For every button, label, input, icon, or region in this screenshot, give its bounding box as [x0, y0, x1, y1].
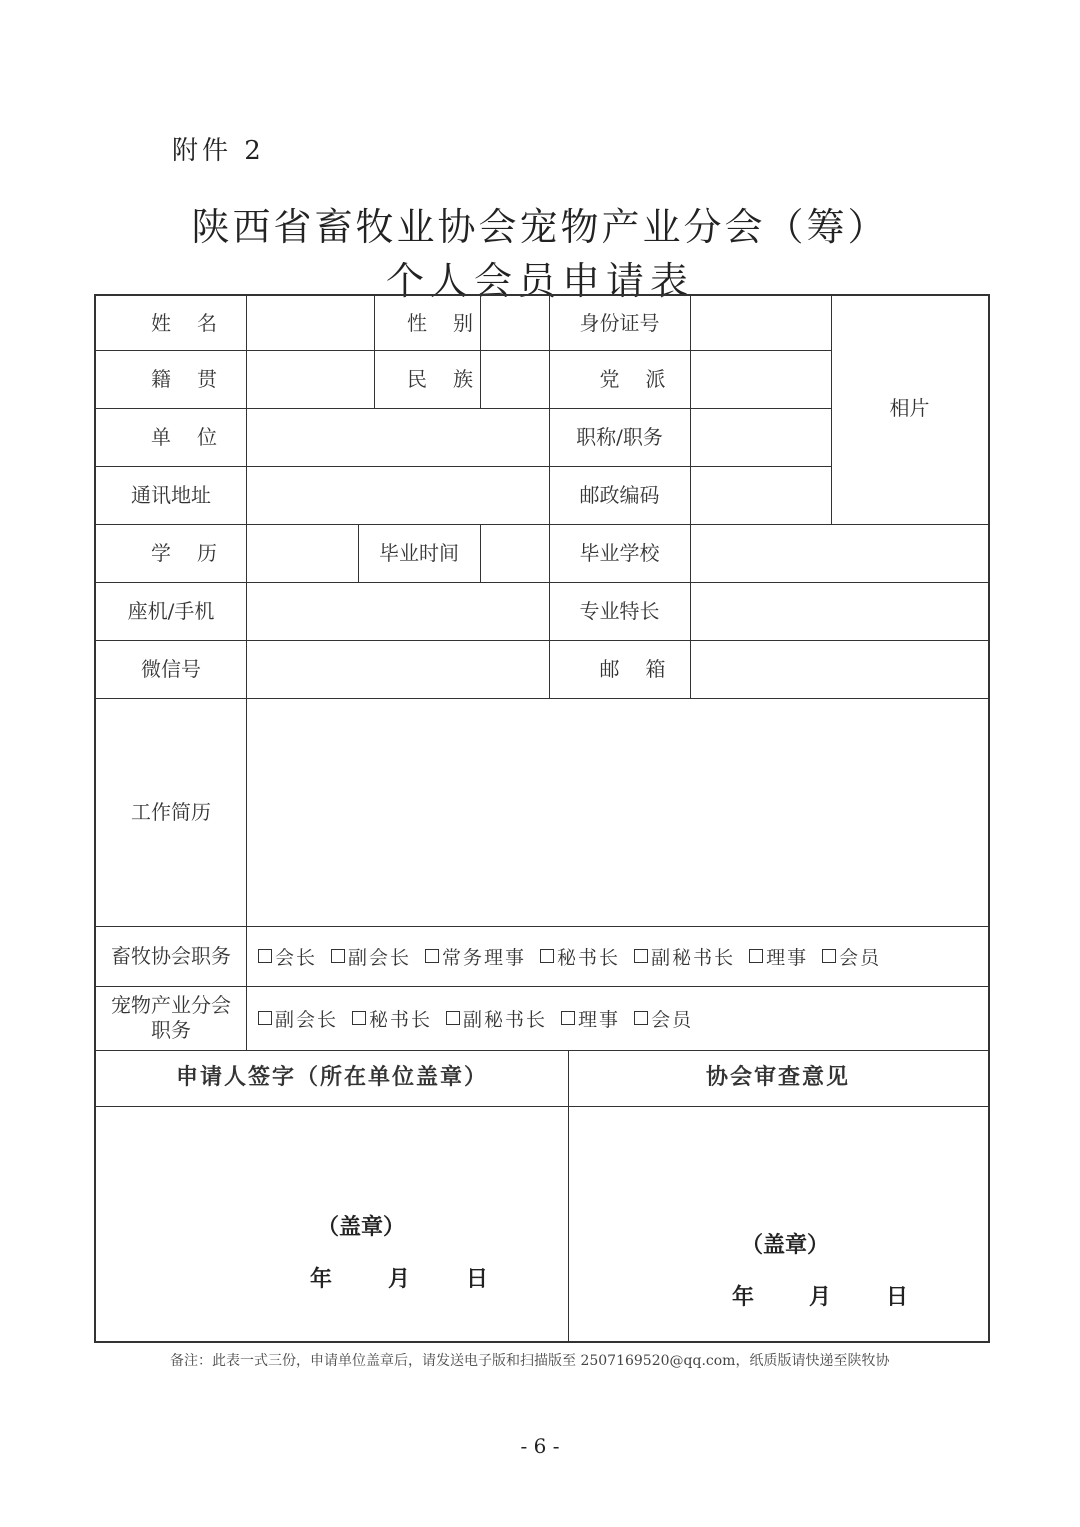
name-field[interactable] — [246, 296, 374, 350]
checkbox-icon[interactable] — [561, 1011, 575, 1025]
branch-role-option[interactable]: 副会长 — [258, 1005, 338, 1032]
attachment-label: 附件 2 — [172, 136, 265, 166]
checkbox-icon[interactable] — [634, 949, 648, 963]
employer-label: 单位 — [151, 424, 243, 449]
branch-role-options — [258, 986, 978, 1050]
branch-role-option[interactable]: 秘书长 — [352, 1005, 432, 1032]
checkbox-icon[interactable] — [634, 1011, 648, 1025]
branch-role-option[interactable]: 副秘书长 — [446, 1005, 547, 1032]
assoc-role-label: 畜牧协会职务 — [111, 943, 231, 968]
checkbox-icon[interactable] — [258, 949, 272, 963]
applicant-signature-header: 申请人签字（所在单位盖章） — [175, 1064, 488, 1091]
checkbox-icon[interactable] — [331, 949, 345, 963]
title-position-label: 职称/职务 — [576, 424, 663, 449]
application-form-table — [94, 294, 990, 1343]
wechat-field[interactable] — [246, 640, 549, 698]
review-date: 年 月 日 — [732, 1284, 908, 1310]
assoc-role-option[interactable]: 会长 — [258, 943, 317, 970]
form-title: 陕西省畜牧业协会宠物产业分会（筹） — [191, 205, 889, 249]
branch-role-label: 宠物产业分会 职务 — [111, 993, 231, 1042]
party-field[interactable] — [690, 350, 831, 408]
address-field[interactable] — [246, 466, 549, 524]
checkbox-icon[interactable] — [258, 1011, 272, 1025]
wechat-label: 微信号 — [141, 656, 201, 681]
id-number-field[interactable] — [690, 296, 831, 350]
work-history-field[interactable] — [246, 698, 988, 926]
assoc-role-option[interactable]: 秘书长 — [540, 943, 620, 970]
native-place-field[interactable] — [246, 350, 374, 408]
branch-role-option[interactable]: 会员 — [634, 1005, 693, 1032]
applicant-date: 年 月 日 — [310, 1266, 488, 1292]
title-position-field[interactable] — [690, 408, 831, 466]
postcode-label: 邮政编码 — [579, 482, 660, 507]
address-label: 通讯地址 — [131, 482, 211, 507]
photo-box[interactable]: 相片 — [889, 396, 930, 420]
checkbox-icon[interactable] — [352, 1011, 366, 1025]
email-field[interactable] — [690, 640, 988, 698]
form-subtitle: 个人会员申请表 — [385, 259, 694, 303]
remark-note: 备注：此表一式三份，申请单位盖章后，请发送电子版和扫描版至 2507169520@qq.com，纸质版请快递至陕牧协 — [170, 1353, 890, 1369]
applicant-seal-label: （盖章） — [316, 1214, 405, 1240]
graduation-time-field[interactable] — [480, 524, 549, 582]
checkbox-icon[interactable] — [446, 1011, 460, 1025]
education-field[interactable] — [246, 524, 358, 582]
education-label: 学历 — [151, 540, 243, 565]
ethnicity-label: 民族 — [407, 366, 499, 391]
work-history-label: 工作简历 — [131, 799, 211, 824]
school-label: 毕业学校 — [579, 540, 660, 565]
page-number: - 6 - — [520, 1434, 560, 1458]
name-label: 姓名 — [151, 310, 243, 335]
gender-label: 性别 — [407, 310, 499, 335]
native-place-label: 籍贯 — [151, 366, 243, 391]
review-opinion-header: 协会审查意见 — [705, 1064, 850, 1091]
specialty-label: 专业特长 — [579, 598, 660, 623]
assoc-role-options — [258, 926, 978, 986]
review-seal-label: （盖章） — [740, 1232, 829, 1258]
branch-role-option[interactable]: 理事 — [561, 1005, 620, 1032]
assoc-role-option[interactable]: 副会长 — [331, 943, 411, 970]
postcode-field[interactable] — [690, 466, 831, 524]
party-label: 党派 — [599, 366, 692, 391]
checkbox-icon[interactable] — [822, 949, 836, 963]
checkbox-icon[interactable] — [749, 949, 763, 963]
specialty-field[interactable] — [690, 582, 988, 640]
assoc-role-option[interactable]: 理事 — [749, 943, 808, 970]
assoc-role-option[interactable]: 副秘书长 — [634, 943, 735, 970]
ethnicity-field[interactable] — [480, 350, 549, 408]
employer-field[interactable] — [246, 408, 549, 466]
email-label: 邮箱 — [599, 656, 692, 681]
id-number-label: 身份证号 — [579, 310, 660, 335]
phone-field[interactable] — [246, 582, 549, 640]
checkbox-icon[interactable] — [425, 949, 439, 963]
checkbox-icon[interactable] — [540, 949, 554, 963]
gender-field[interactable] — [480, 296, 549, 350]
assoc-role-option[interactable]: 常务理事 — [425, 943, 526, 970]
assoc-role-option[interactable]: 会员 — [822, 943, 881, 970]
school-field[interactable] — [690, 524, 988, 582]
phone-label: 座机/手机 — [127, 598, 215, 623]
graduation-time-label: 毕业时间 — [379, 540, 459, 565]
